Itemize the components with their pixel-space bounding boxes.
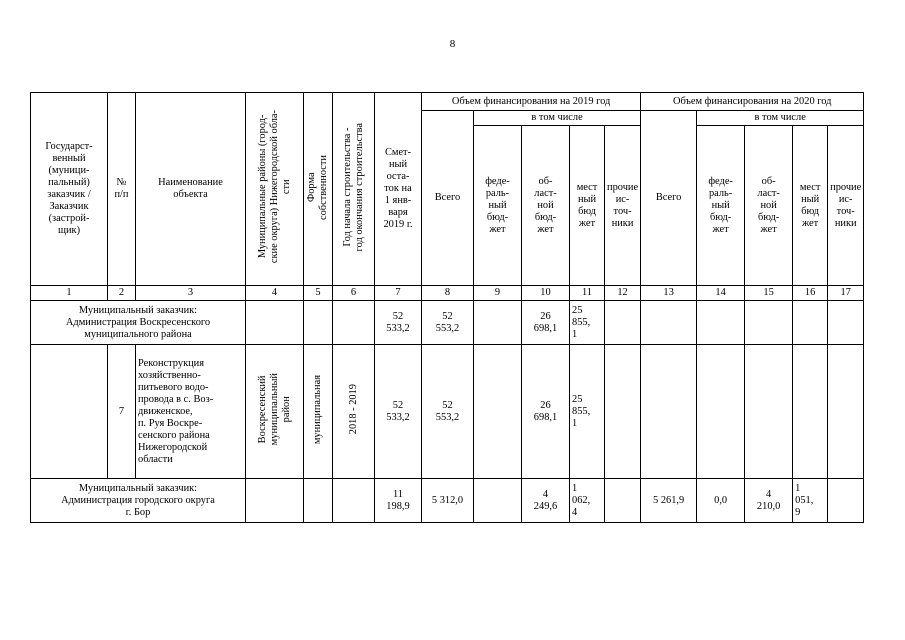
estimate-cell: 52 533,2 [375,345,422,479]
col-number: 16 [793,286,828,301]
header-district: Муниципальные районы (город- ские округа) Нижегородской обла- сти [246,93,304,286]
local-2020-cell: 1 051, 9 [793,479,828,523]
header-federal-2019: феде- раль- ный бюд- жет [474,126,522,286]
financing-table [30,92,864,523]
table-row [31,345,864,479]
col-number: 10 [522,286,570,301]
object-name-cell: Реконструкция хозяйственно- питьевого водо- провода в с. Воз- движенское, п. Руя Воскре- сенского района Нижегородской области [136,345,246,479]
col-number: 3 [136,286,246,301]
total-2020-cell: 5 261,9 [641,479,697,523]
regional-2019-cell: 4 249,6 [522,479,570,523]
header-object-name: Наименование объекта [136,93,246,286]
header-num: № п/п [108,93,136,286]
header-other-2019: прочие ис- точ- ники [605,126,641,286]
table-row [31,301,864,345]
col-number: 8 [422,286,474,301]
table-row [31,479,864,523]
col-number: 4 [246,286,304,301]
total-2019-cell: 52 553,2 [422,345,474,479]
header-ownership: Форма собственности [304,93,333,286]
col-number: 7 [375,286,422,301]
row-number: 7 [108,345,136,479]
header-fin-2019: Объем финансирования на 2019 год [422,93,641,111]
federal-2020-cell: 0,0 [697,479,745,523]
ownership-cell: муниципальная [304,345,333,479]
col-number: 5 [304,286,333,301]
years-cell: 2018 - 2019 [333,345,375,479]
header-fin-2020: Объем финансирования на 2020 год [641,93,864,111]
header-including-2019: в том числе [474,111,641,126]
header-including-2020: в том числе [697,111,864,126]
header-local-2019: мест ный бюд жет [570,126,605,286]
local-2019-cell: 1 062, 4 [570,479,605,523]
page-number: 8 [449,38,456,50]
header-federal-2020: феде- раль- ный бюд- жет [697,126,745,286]
header-years: Год начала строительства - год окончания строительства [333,93,375,286]
col-number: 6 [333,286,375,301]
header-total-2019: Всего [422,111,474,286]
header-customer: Государст- венный (муници- пальный) заказчик / Заказчик (застрой- щик) [31,93,108,286]
district-cell: Воскресенский муниципальный район [246,345,304,479]
col-number: 14 [697,286,745,301]
header-regional-2020: об- ласт- ной бюд- жет [745,126,793,286]
col-number: 17 [828,286,864,301]
col-number: 15 [745,286,793,301]
estimate-cell: 11 198,9 [375,479,422,523]
header-local-2020: мест ный бюд жет [793,126,828,286]
col-number: 13 [641,286,697,301]
regional-2019-cell: 26 698,1 [522,301,570,345]
local-2019-cell: 25 855, 1 [570,345,605,479]
header-regional-2019: об- ласт- ной бюд- жет [522,126,570,286]
regional-2020-cell: 4 210,0 [745,479,793,523]
header-estimate: Смет- ный оста- ток на 1 янв- варя 2019 г. [375,93,422,286]
total-2019-cell: 5 312,0 [422,479,474,523]
col-number: 2 [108,286,136,301]
header-other-2020: прочие ис- точ- ники [828,126,864,286]
regional-2019-cell: 26 698,1 [522,345,570,479]
col-number: 11 [570,286,605,301]
estimate-cell: 52 533,2 [375,301,422,345]
header-total-2020: Всего [641,111,697,286]
col-number: 1 [31,286,108,301]
customer-cell: Муниципальный заказчик: Администрация Воскресенского муниципального района [31,301,246,345]
customer-cell: Муниципальный заказчик: Администрация городского округа г. Бор [31,479,246,523]
col-number: 9 [474,286,522,301]
local-2019-cell: 25 855, 1 [570,301,605,345]
col-number: 12 [605,286,641,301]
total-2019-cell: 52 553,2 [422,301,474,345]
